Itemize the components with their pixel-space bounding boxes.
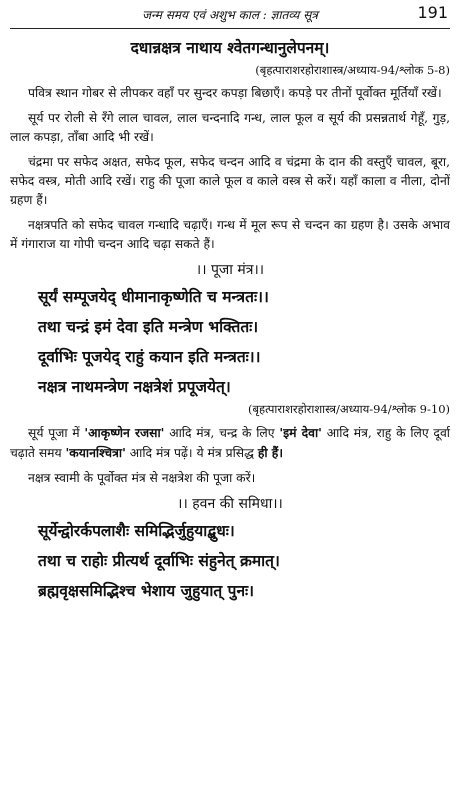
havan-line: तथा च राहोः प्रीत्यर्थ दूर्वाभिः संहुनेत् क्रमात्।: [38, 551, 280, 570]
paragraph-nakshatra-swami: नक्षत्र स्वामी के पूर्वोक्त मंत्र से नक्षत्रेश की पूजा करें।: [28, 471, 256, 485]
running-title: जन्म समय एवं अशुभ काल : ज्ञातव्य सूत्र: [142, 8, 318, 22]
havan-line: सूर्येन्द्वोरर्कपलाशैः समिद्भिर्जुहुयाद्बुधः।: [38, 521, 235, 540]
paragraph-mantra-usage: [10, 423, 450, 463]
source-citation-2: (बृहत्पाराशरहोराशास्त्र/अध्याय-94/श्लोक 9-10): [247, 402, 450, 416]
text-run: आदि मंत्र, राहु के लिए दूर्वा चढ़ाते समय: [10, 426, 450, 460]
paragraph-surya: सूर्य पर रोली से रँगे लाल चावल, लाल चन्दनादि गन्ध, लाल फूल व सूर्य की प्रसन्नतार्थ गेहूँ, गुड़, लाल कपड़ा, ताँबा आदि भी रखें।: [10, 111, 450, 144]
emphasis-bold: ही हैं।: [257, 445, 283, 460]
page-number: 191: [417, 3, 448, 22]
text-run: आदि मंत्र, चन्द्र के लिए: [164, 426, 280, 440]
heading-havan-samidha: ।। हवन की समिधा।।: [177, 496, 283, 512]
mantra-line: सूर्यं सम्पूजयेद् धीमानाकृष्णेति च मन्त्रतः।।: [38, 287, 269, 306]
paragraph-chandrama: चंद्रमा पर सफेद अक्षत, सफेद फूल, सफेद चन्दन आदि व चंद्रमा के दान की वस्तुएँ चावल, बूरा, सफेद वस्त्र, मोती आदि रखें। राहु की पूजा काले फूल व काले वस्त्र से करें। यहाँ काला व नीला, दोनों ग्रहण हैं।: [10, 155, 450, 207]
source-citation-1: (बृहत्पाराशरहोराशास्त्र/अध्याय-94/श्लोक 5-8): [255, 63, 450, 77]
mantra-name-bold: 'कयानश्चित्रा': [65, 445, 126, 460]
havan-line: ब्रह्मवृक्षसमिद्भिश्च भेशाय जुहुयात् पुनः।: [38, 581, 255, 600]
page-header: [10, 0, 450, 29]
mantra-name-bold: 'इमं देवा': [279, 425, 322, 440]
verse-dadhan: दधान्नक्षत्र नाथाय श्वेतगन्धानुलेपनम्।: [130, 38, 330, 57]
paragraph-nakshatrapati: नक्षत्रपति को सफेद चावल गन्धादि चढ़ाएँ। गन्ध में मूल रूप से चन्दन का ग्रहण है। उसके अभाव में गंगाराज या गोपी चन्दन आदि चढ़ा सकते हैं।: [10, 218, 450, 251]
mantra-name-bold: 'आकृष्णेन रजसा': [84, 425, 165, 440]
paragraph-sthan: पवित्र स्थान गोबर से लीपकर वहाँ पर सुन्दर कपड़ा बिछाएँ। कपड़े पर तीनों पूर्वोक्त मूर्तियाँ रखें।: [28, 86, 442, 100]
mantra-line: तथा चन्द्रं इमं देवा इति मन्त्रेण भक्तितः।: [38, 317, 259, 336]
text-run: आदि मंत्र पढ़ें। ये मंत्र प्रसिद्ध: [125, 446, 258, 460]
heading-puja-mantra: ।। पूजा मंत्र।।: [195, 262, 265, 278]
mantra-line: नक्षत्र नाथमन्त्रेण नक्षत्रेशं प्रपूजयेत्।: [38, 377, 231, 396]
mantra-line: दूर्वाभिः पूजयेद् राहुं कयान इति मन्त्रतः।।: [38, 347, 261, 366]
text-run: सूर्य पूजा में: [28, 426, 85, 440]
